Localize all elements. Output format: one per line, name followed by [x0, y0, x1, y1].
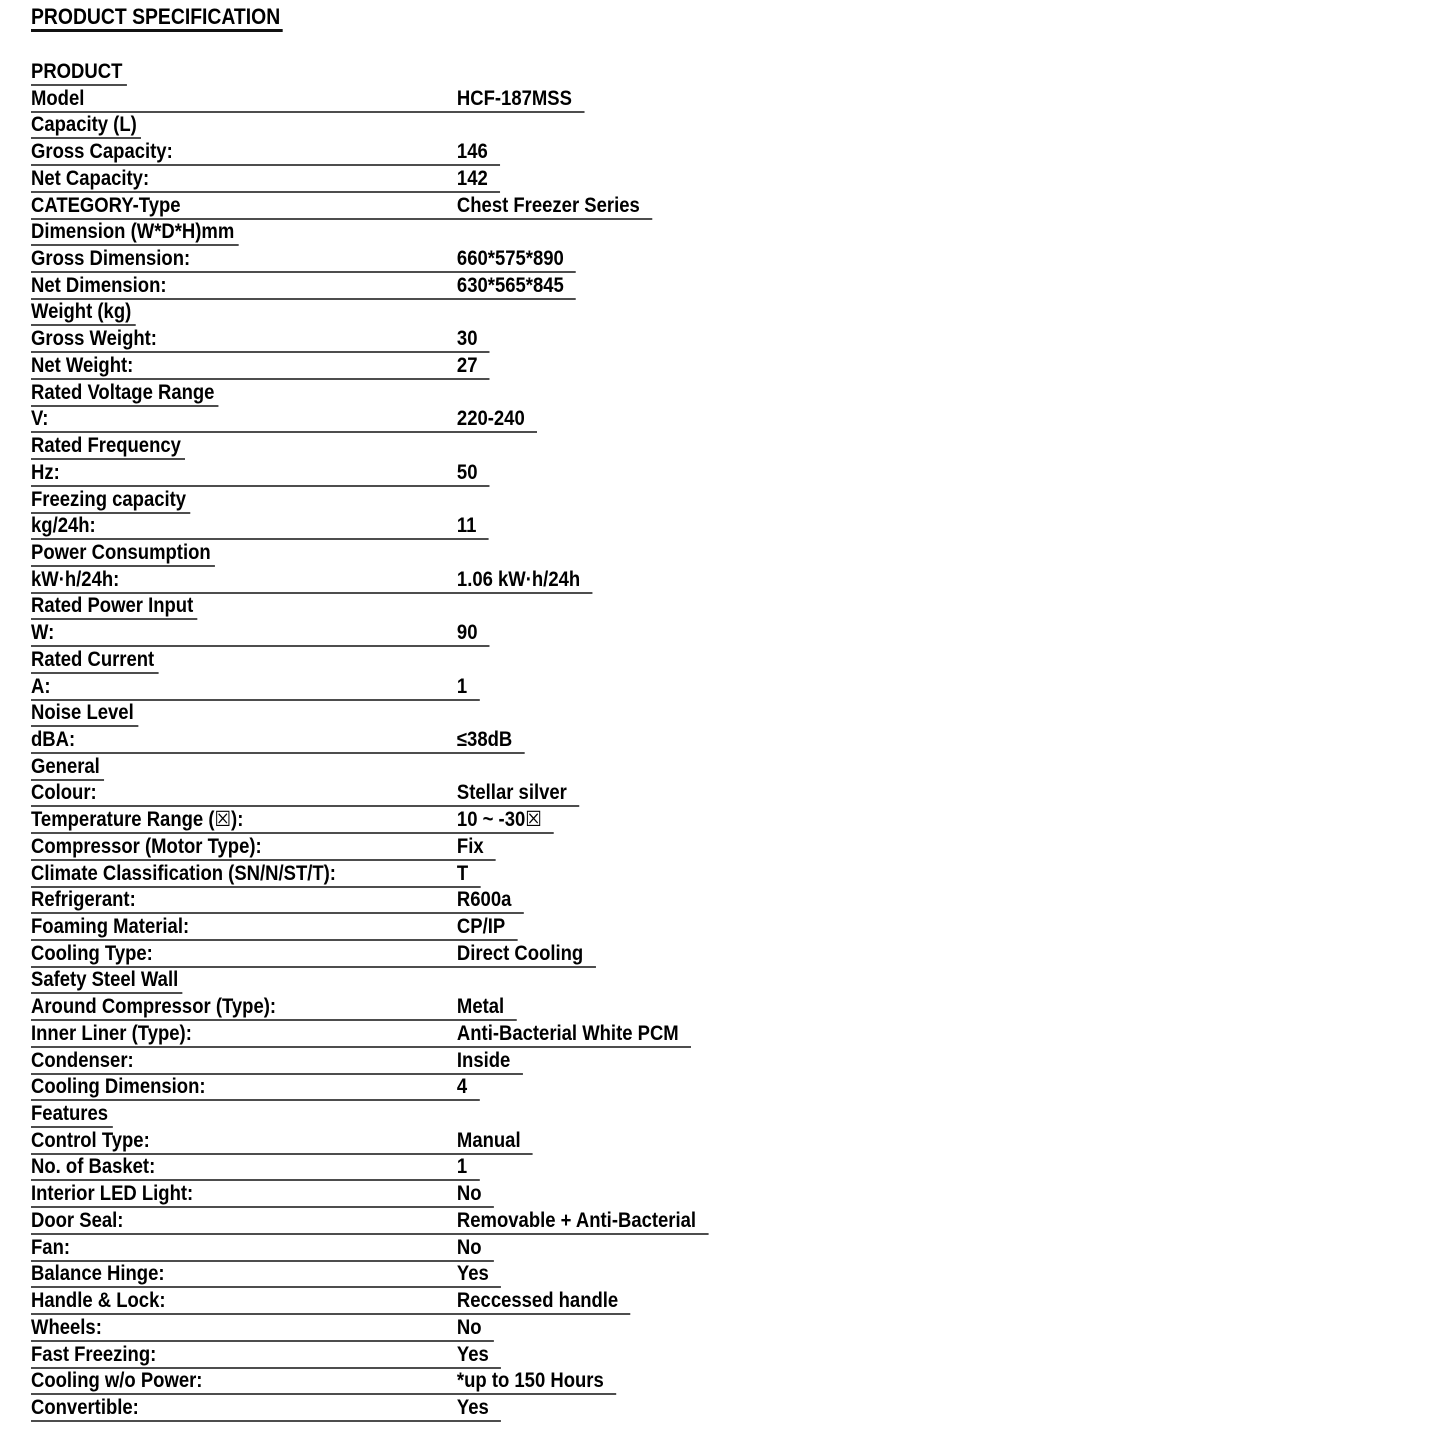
- spec-row-line: [31, 60, 127, 86]
- spec-label: A:: [31, 674, 51, 698]
- spec-label: Freezing capacity: [31, 487, 187, 511]
- spec-row-line: [31, 568, 592, 594]
- spec-value: Yes: [456, 1395, 489, 1419]
- spec-row: [31, 407, 1440, 434]
- spec-row: [31, 862, 1440, 889]
- spec-label: Net Dimension:: [31, 273, 167, 297]
- page-title-text: PRODUCT SPECIFICATION: [31, 5, 283, 32]
- spec-label: Convertible:: [31, 1395, 139, 1419]
- spec-row: [31, 1182, 1440, 1209]
- page-title: [31, 5, 1440, 32]
- spec-row-line: [31, 1396, 501, 1422]
- spec-value: HCF-187MSS: [456, 86, 572, 110]
- spec-row-line: [31, 1075, 480, 1101]
- spec-value: Fix: [456, 834, 484, 858]
- spec-row: [31, 1129, 1440, 1156]
- spec-row-line: [31, 354, 490, 380]
- spec-label: Temperature Range (☒):: [31, 808, 244, 832]
- spec-row: [31, 995, 1440, 1022]
- spec-label: Refrigerant:: [31, 888, 136, 912]
- spec-table: [31, 60, 1440, 1423]
- spec-label: PRODUCT: [31, 60, 123, 83]
- spec-row: [31, 1396, 1440, 1423]
- spec-value: Reccessed handle: [456, 1289, 619, 1313]
- spec-row: [31, 1209, 1440, 1236]
- spec-row-line: [31, 1289, 631, 1315]
- spec-row: [31, 60, 1440, 87]
- spec-row: [31, 888, 1440, 915]
- spec-row-line: [31, 1369, 616, 1395]
- spec-label: Noise Level: [31, 701, 134, 725]
- spec-value: CP/IP: [456, 915, 506, 938]
- spec-value: 4: [456, 1075, 468, 1099]
- spec-value: Yes: [456, 1342, 489, 1366]
- spec-row: [31, 1343, 1440, 1370]
- spec-row-line: [31, 87, 584, 113]
- spec-label: Interior LED Light:: [31, 1182, 194, 1206]
- spec-value: R600a: [456, 888, 512, 912]
- spec-row-line: [31, 1155, 480, 1181]
- spec-row: [31, 194, 1440, 221]
- spec-label: Control Type:: [31, 1128, 150, 1152]
- spec-label: Handle & Lock:: [31, 1289, 166, 1313]
- spec-value: T: [456, 861, 469, 885]
- spec-row-line: [31, 488, 190, 514]
- spec-row-line: [31, 220, 239, 246]
- spec-row-line: [31, 1236, 494, 1262]
- spec-value: Anti-Bacterial White PCM: [456, 1021, 679, 1045]
- spec-row-line: [31, 1343, 501, 1369]
- spec-row: [31, 488, 1440, 515]
- spec-row: [31, 220, 1440, 247]
- spec-label: kg/24h:: [31, 514, 96, 538]
- spec-row-line: [31, 113, 141, 139]
- spec-label: Fast Freezing:: [31, 1342, 157, 1366]
- spec-row: [31, 1289, 1440, 1316]
- spec-row: [31, 1049, 1440, 1076]
- spec-label: Rated Voltage Range: [31, 380, 215, 404]
- spec-value: No: [456, 1182, 482, 1206]
- spec-row: [31, 968, 1440, 995]
- spec-row-line: [31, 1209, 708, 1235]
- spec-label: Foaming Material:: [31, 915, 190, 938]
- spec-row-line: [31, 407, 537, 433]
- spec-row-line: [31, 942, 596, 968]
- spec-row: [31, 1369, 1440, 1396]
- spec-label: Net Weight:: [31, 353, 134, 377]
- spec-row-line: [31, 888, 524, 914]
- spec-row: [31, 675, 1440, 702]
- spec-row: [31, 808, 1440, 835]
- spec-label: Rated Frequency: [31, 434, 181, 458]
- spec-row-line: [31, 300, 136, 326]
- spec-row-line: [31, 541, 215, 567]
- spec-value: 142: [456, 166, 488, 190]
- spec-row-line: [31, 274, 576, 300]
- spec-label: Gross Capacity:: [31, 140, 173, 164]
- spec-row: [31, 300, 1440, 327]
- spec-row-line: [31, 675, 480, 701]
- spec-label: Around Compressor (Type):: [31, 995, 277, 1019]
- spec-label: Fan:: [31, 1235, 71, 1259]
- spec-row-line: [31, 1129, 533, 1155]
- spec-row: [31, 835, 1440, 862]
- spec-label: Compressor (Motor Type):: [31, 834, 262, 858]
- spec-row-line: [31, 194, 652, 220]
- spec-value: 1: [456, 1155, 468, 1179]
- spec-row: [31, 247, 1440, 274]
- spec-value: 27: [456, 353, 478, 377]
- spec-label: Net Capacity:: [31, 166, 150, 190]
- spec-value: Removable + Anti-Bacterial: [456, 1208, 697, 1232]
- spec-label: Condenser:: [31, 1048, 134, 1072]
- spec-row: [31, 274, 1440, 301]
- spec-row-line: [31, 1049, 523, 1075]
- spec-label: Features: [31, 1102, 109, 1126]
- spec-value: *up to 150 Hours: [456, 1369, 604, 1393]
- spec-value: 630*565*845: [456, 273, 564, 297]
- spec-value: 220-240: [456, 407, 525, 431]
- spec-value: Manual: [456, 1128, 521, 1152]
- spec-label: Door Seal:: [31, 1208, 124, 1232]
- spec-row-line: [31, 648, 159, 674]
- spec-label: Climate Classification (SN/N/ST/T):: [31, 861, 336, 885]
- spec-row-line: [31, 140, 500, 166]
- spec-row: [31, 140, 1440, 167]
- spec-label: Rated Power Input: [31, 594, 194, 618]
- spec-label: Colour:: [31, 781, 97, 805]
- spec-label: Model: [31, 86, 85, 110]
- spec-row: [31, 113, 1440, 140]
- spec-label: Cooling w/o Power:: [31, 1369, 203, 1393]
- spec-label: Cooling Dimension:: [31, 1075, 206, 1099]
- spec-row: [31, 915, 1440, 942]
- spec-row: [31, 381, 1440, 408]
- spec-row: [31, 701, 1440, 728]
- spec-label: Gross Weight:: [31, 327, 157, 351]
- spec-row-line: [31, 755, 104, 781]
- spec-row: [31, 354, 1440, 381]
- spec-label: Rated Current: [31, 647, 155, 671]
- spec-value: 50: [456, 460, 478, 484]
- spec-row: [31, 1075, 1440, 1102]
- spec-row-line: [31, 1182, 494, 1208]
- spec-row: [31, 461, 1440, 488]
- spec-row: [31, 1236, 1440, 1263]
- spec-row-line: [31, 781, 579, 807]
- spec-value: 30: [456, 327, 478, 351]
- spec-row: [31, 327, 1440, 354]
- spec-row: [31, 1022, 1440, 1049]
- spec-row-line: [31, 728, 525, 754]
- spec-label: Power Consumption: [31, 540, 211, 564]
- spec-row: [31, 755, 1440, 782]
- spec-row: [31, 87, 1440, 114]
- spec-row: [31, 434, 1440, 461]
- spec-value: No: [456, 1315, 482, 1339]
- spec-value: 90: [456, 621, 478, 645]
- spec-row-line: [31, 621, 490, 647]
- spec-row: [31, 1155, 1440, 1182]
- spec-label: Weight (kg): [31, 300, 132, 324]
- spec-row-line: [31, 862, 481, 888]
- spec-label: Dimension (W*D*H)mm: [31, 220, 235, 244]
- spec-row-line: [31, 968, 183, 994]
- spec-row-line: [31, 808, 554, 834]
- spec-row-line: [31, 1102, 112, 1128]
- spec-label: Capacity (L): [31, 113, 137, 137]
- spec-row: [31, 541, 1440, 568]
- spec-value: Metal: [456, 995, 505, 1019]
- spec-label: dBA:: [31, 727, 76, 751]
- spec-label: V:: [31, 407, 49, 431]
- spec-row-line: [31, 514, 489, 540]
- spec-row: [31, 648, 1440, 675]
- spec-label: Balance Hinge:: [31, 1262, 165, 1286]
- spec-row-line: [31, 995, 516, 1021]
- spec-row-line: [31, 594, 198, 620]
- spec-label: Inner Liner (Type):: [31, 1021, 192, 1045]
- spec-row: [31, 514, 1440, 541]
- spec-row-line: [31, 327, 490, 353]
- spec-row: [31, 621, 1440, 648]
- spec-label: Hz:: [31, 460, 60, 484]
- spec-label: CATEGORY-Type: [31, 193, 181, 217]
- spec-value: ≤38dB: [456, 727, 513, 751]
- spec-row-line: [31, 1262, 501, 1288]
- spec-row-line: [31, 461, 490, 487]
- spec-row: [31, 728, 1440, 755]
- spec-row-line: [31, 434, 185, 460]
- spec-row-line: [31, 1022, 691, 1048]
- spec-value: Chest Freezer Series: [456, 193, 640, 217]
- spec-value: 10 ~ -30☒: [456, 808, 542, 832]
- spec-label: Wheels:: [31, 1315, 102, 1339]
- spec-row-line: [31, 915, 518, 941]
- spec-value: 146: [456, 140, 488, 164]
- spec-row: [31, 568, 1440, 595]
- spec-label: Safety Steel Wall: [31, 968, 179, 992]
- spec-row: [31, 167, 1440, 194]
- spec-row-line: [31, 835, 496, 861]
- spec-value: Direct Cooling: [456, 941, 584, 965]
- spec-label: Cooling Type:: [31, 941, 153, 965]
- spec-value: 1: [456, 674, 468, 698]
- spec-row: [31, 1262, 1440, 1289]
- spec-value: Yes: [456, 1262, 489, 1286]
- spec-row: [31, 594, 1440, 621]
- spec-value: No: [456, 1235, 482, 1259]
- spec-row: [31, 1316, 1440, 1343]
- spec-row-line: [31, 167, 500, 193]
- spec-row-line: [31, 701, 138, 727]
- spec-row-line: [31, 381, 219, 407]
- spec-value: 1.06 kW·h/24h: [456, 567, 581, 591]
- spec-label: No. of Basket:: [31, 1155, 156, 1179]
- spec-value: 11: [456, 514, 477, 538]
- spec-row: [31, 1102, 1440, 1129]
- spec-value: 660*575*890: [456, 247, 564, 271]
- spec-value: Inside: [456, 1048, 511, 1072]
- spec-label: Gross Dimension:: [31, 247, 191, 271]
- spec-row-line: [31, 1316, 494, 1342]
- spec-row-line: [31, 247, 576, 273]
- spec-row: [31, 942, 1440, 969]
- spec-value: Stellar silver: [456, 781, 567, 805]
- spec-label: kW·h/24h:: [31, 567, 120, 591]
- spec-label: W:: [31, 621, 55, 645]
- spec-row: [31, 781, 1440, 808]
- spec-label: General: [31, 754, 100, 778]
